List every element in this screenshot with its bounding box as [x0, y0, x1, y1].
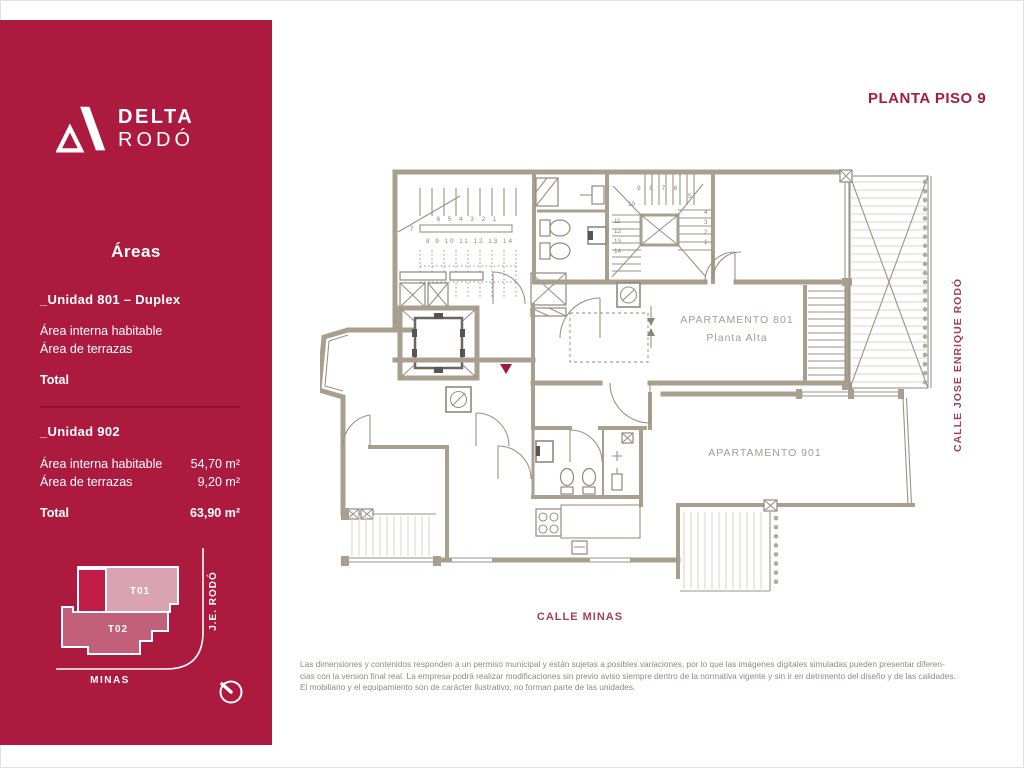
sidebar-panel — [0, 20, 272, 745]
stairwell-common — [398, 188, 516, 298]
sitemap-street-rodo-label: J.E. RODÓ — [208, 571, 219, 631]
stair-number-7: 7 — [410, 226, 414, 233]
duplex-stair-n3: 3 — [704, 219, 708, 226]
stair-numbers-row2: 8 9 10 11 12 13 14 — [425, 238, 515, 245]
apt-801-label: APARTAMENTO 801 — [680, 314, 794, 326]
duplex-stair-n14: 14 — [614, 248, 622, 255]
unit-902-rows — [40, 456, 240, 491]
duplex-stair-n1: 1 — [704, 239, 708, 246]
duplex-stair-n12: 12 — [614, 228, 622, 235]
duplex-stair-top-numbers: 9 8 7 6 — [637, 185, 681, 192]
stair-numbers-row1: 6 5 4 3 2 1 — [436, 216, 500, 223]
balcony-west — [341, 508, 441, 566]
t02-label: T02 — [107, 624, 129, 635]
laundry-appliance — [446, 387, 471, 412]
unit-801-total-label: Total — [40, 373, 69, 387]
logo-word-delta: DELTA — [118, 106, 195, 128]
unit-902-total-label: Total — [40, 506, 69, 520]
unit-902-row-label: Área interna habitable — [40, 457, 163, 471]
disclaimer-line: Las dimensiones y contenidos responden a un permiso municipal y están sujetas a posibles variaciones, por lo que las imágenes digitales simuladas pueden presentar diferen- — [300, 659, 945, 669]
site-location-map — [46, 544, 256, 720]
deck-terrace-south — [678, 505, 776, 591]
section-divider — [40, 406, 240, 408]
t01-label: T01 — [129, 586, 151, 597]
page-title: PLANTA PISO 9 — [868, 90, 987, 107]
tower-t01-core — [78, 569, 106, 612]
duplex-stair-n10: 10 — [628, 201, 636, 208]
apt-801-sublabel: Planta Alta — [706, 332, 768, 344]
street-label-rodo: CALLE JOSE ENRIQUE RODÓ — [952, 277, 964, 453]
unit-902-row-label: Área de terrazas — [40, 474, 133, 489]
unit-902-row-value: 54,70 m² — [190, 457, 240, 471]
bathroom-901 — [533, 428, 645, 505]
disclaimer-line: El mobiliario y el equipamiento son de carácter ilustrativo, no forman parte de las unidades. — [300, 682, 636, 693]
duplex-stair — [612, 174, 712, 277]
unit-902-title: _Unidad 902 — [40, 424, 120, 439]
apt-901-label: APARTAMENTO 901 — [708, 447, 822, 459]
unit-902-total-value: 63,90 m² — [189, 506, 240, 520]
street-label-minas: CALLE MINAS — [536, 611, 624, 623]
north-compass-icon — [221, 682, 242, 703]
entry-marker-triangle — [500, 364, 512, 374]
disclaimer-line: cias con la version final real. La empresa podrá realizar modificaciones sin previo aviso siempre dentro de la normativa vigente y sin ir en detrimento del diseño y de las calidades. — [300, 670, 956, 681]
apt-801-zone — [570, 283, 845, 381]
duplex-stair-n4: 4 — [704, 209, 708, 216]
duplex-stair-n5: 5 — [688, 193, 692, 200]
duplex-stair-n2: 2 — [704, 229, 708, 236]
terrace-east — [840, 170, 931, 390]
bathroom-upper — [536, 178, 606, 259]
logo-triangle-icon — [56, 104, 108, 154]
apt-901-zone — [678, 398, 913, 511]
unit-801-rows — [40, 323, 240, 358]
areas-heading: Áreas — [111, 242, 161, 261]
legal-disclaimer — [300, 659, 997, 694]
duplex-stair-n13: 13 — [614, 238, 622, 245]
unit-801-row-label: Área de terrazas — [40, 341, 133, 356]
delta-rodo-logo — [56, 104, 194, 154]
kitchen — [536, 505, 640, 554]
sitemap-street-minas-label: MINAS — [90, 675, 130, 686]
floor-plan — [320, 165, 940, 605]
unit-801-title: _Unidad 801 – Duplex — [40, 292, 181, 307]
unit-801-row-label: Área interna habitable — [40, 324, 163, 338]
duplex-stair-n11: 11 — [614, 218, 621, 225]
unit-902-row-value: 9,20 m² — [197, 474, 240, 489]
logo-word-rodo: RODÓ — [118, 129, 194, 151]
elevator-shaft — [400, 308, 477, 378]
